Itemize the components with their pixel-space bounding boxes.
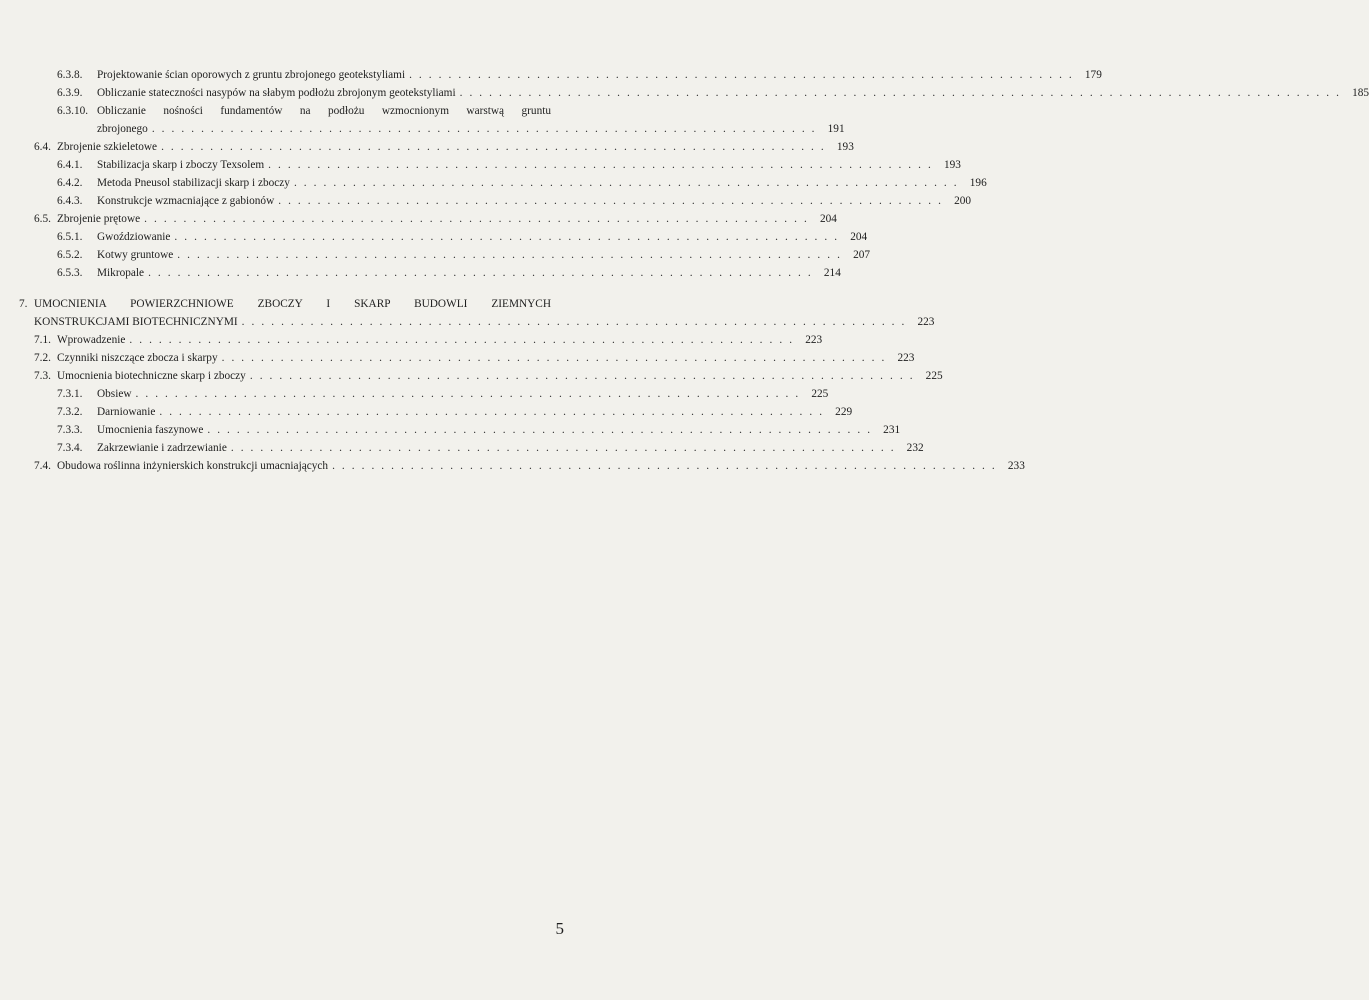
toc-entry bbox=[0, 210, 837, 228]
toc-entry bbox=[0, 174, 987, 192]
toc-entry-title: Stabilizacja skarp i zboczy Texsolem bbox=[97, 159, 265, 171]
dot-leader: . . . . . . . . . . . . . . . . . . . . . . . . . . . . . . . . . . . . . . . . . . . . . . . . . . . . . . . . . . . . . . . . . . . . bbox=[230, 442, 896, 454]
toc-entry bbox=[0, 349, 915, 367]
toc-entry bbox=[0, 66, 1102, 84]
dot-leader: . . . . . . . . . . . . . . . . . . . . . . . . . . . . . . . . . . . . . . . . . . . . . . . . . . . . . . . . . . . . . . . . . . . . bbox=[268, 159, 933, 171]
dot-leader: . . . . . . . . . . . . . . . . . . . . . . . . . . . . . . . . . . . . . . . . . . . . . . . . . . . . . . . . . . . . . . . . . . . . . . . . . . . . . . . . . . . . . . . . . . bbox=[459, 87, 1342, 99]
section-gap bbox=[0, 282, 636, 295]
toc-chapter-continuation bbox=[0, 313, 935, 331]
toc-entry-page: 204 bbox=[850, 231, 868, 243]
toc-entry-number: 7.4. bbox=[34, 460, 51, 472]
toc-entry-number: 7.1. bbox=[34, 334, 51, 346]
toc-entry-page: 200 bbox=[954, 195, 972, 207]
toc-entry-number: 7.3.2. bbox=[57, 406, 83, 418]
toc-entry-title: Mikropale bbox=[97, 267, 145, 279]
toc-entry-page: 204 bbox=[819, 213, 837, 225]
toc-entry-page: 179 bbox=[1084, 69, 1102, 81]
dot-leader: . . . . . . . . . . . . . . . . . . . . . . . . . . . . . . . . . . . . . . . . . . . . . . . . . . . . . . . . . . . . . . . . . . . . bbox=[177, 249, 843, 261]
toc-entry-number: 6.4.1. bbox=[57, 159, 83, 171]
toc-entry-number: 7.3.4. bbox=[57, 442, 83, 454]
toc-entry-page: 225 bbox=[811, 388, 829, 400]
toc-entry-page: 196 bbox=[969, 177, 987, 189]
toc-entry-page: 232 bbox=[906, 442, 924, 454]
toc-entry-number: 6.4.2. bbox=[57, 177, 83, 189]
toc-entry bbox=[0, 156, 961, 174]
toc-entry bbox=[0, 421, 901, 439]
toc-entry bbox=[0, 138, 854, 156]
toc-entry-title: Obliczanie stateczności nasypów na słabym podłożu zbrojonym geotekstyliami bbox=[97, 87, 456, 99]
dot-leader: . . . . . . . . . . . . . . . . . . . . . . . . . . . . . . . . . . . . . . . . . . . . . . . . . . . . . . . . . . . . . . . . . . . . bbox=[249, 370, 915, 382]
toc-entry-page: 223 bbox=[917, 316, 935, 328]
toc-entry-number: 6.5.3. bbox=[57, 267, 83, 279]
dot-leader: . . . . . . . . . . . . . . . . . . . . . . . . . . . . . . . . . . . . . . . . . . . . . . . . . . . . . . . . . . . . . . . . . . . . bbox=[207, 424, 873, 436]
toc-entry bbox=[0, 84, 1369, 102]
dot-leader: . . . . . . . . . . . . . . . . . . . . . . . . . . . . . . . . . . . . . . . . . . . . . . . . . . . . . . . . . . . . . . . . . . . . bbox=[409, 69, 1074, 81]
toc-entry-page: 223 bbox=[897, 352, 915, 364]
toc-entry-page: 185 bbox=[1352, 87, 1369, 99]
toc-entry-title: Czynniki niszczące zbocza i skarpy bbox=[57, 352, 218, 364]
toc-entry-title: Kotwy gruntowe bbox=[97, 249, 174, 261]
toc-entry-number: 6.3.10. bbox=[57, 105, 89, 117]
dot-leader: . . . . . . . . . . . . . . . . . . . . . . . . . . . . . . . . . . . . . . . . . . . . . . . . . . . . . . . . . . . . . . . . . . . . bbox=[278, 195, 944, 207]
dot-leader: . . . . . . . . . . . . . . . . . . . . . . . . . . . . . . . . . . . . . . . . . . . . . . . . . . . . . . . . . . . . . . . . . . . . bbox=[129, 334, 795, 346]
toc-entry-title: Darniowanie bbox=[97, 406, 156, 418]
toc-entry-number: 6.5.1. bbox=[57, 231, 83, 243]
toc-entry-continuation bbox=[0, 120, 845, 138]
toc-entry-title: Zbrojenie prętowe bbox=[57, 213, 141, 225]
toc-entry-number: 6.5. bbox=[34, 213, 51, 225]
toc-entry bbox=[0, 385, 829, 403]
toc-entry-title: Gwoździowanie bbox=[97, 231, 171, 243]
toc-entry-title: Obliczanie nośności fundamentów na podłożu wzmocnionym warstwą gruntu bbox=[97, 105, 551, 117]
toc-entry-title: Wprowadzenie bbox=[57, 334, 126, 346]
toc-entry-title: Projektowanie ścian oporowych z gruntu zbrojonego geotekstyliami bbox=[97, 69, 406, 81]
toc-entry-title: Umocnienia biotechniczne skarp i zboczy bbox=[57, 370, 246, 382]
dot-leader: . . . . . . . . . . . . . . . . . . . . . . . . . . . . . . . . . . . . . . . . . . . . . . . . . . . . . . . . . . . . . . . . . . . . bbox=[135, 388, 801, 400]
dot-leader: . . . . . . . . . . . . . . . . . . . . . . . . . . . . . . . . . . . . . . . . . . . . . . . . . . . . . . . . . . . . . . . . . . . . bbox=[293, 177, 959, 189]
toc-entry-title: zbrojonego bbox=[97, 123, 148, 135]
toc-entry-page: 225 bbox=[925, 370, 943, 382]
toc-entry bbox=[0, 367, 943, 385]
dot-leader: . . . . . . . . . . . . . . . . . . . . . . . . . . . . . . . . . . . . . . . . . . . . . . . . . . . . . . . . . . . . . . . . . . . . bbox=[221, 352, 887, 364]
toc-entry-page: 214 bbox=[823, 267, 841, 279]
dot-leader: . . . . . . . . . . . . . . . . . . . . . . . . . . . . . . . . . . . . . . . . . . . . . . . . . . . . . . . . . . . . . . . . . . . . bbox=[174, 231, 840, 243]
toc-entry-title: Zakrzewianie i zadrzewianie bbox=[97, 442, 227, 454]
toc-entry-number: 7.3.1. bbox=[57, 388, 83, 400]
toc-entry-number: 6.5.2. bbox=[57, 249, 83, 261]
toc-entry bbox=[0, 246, 871, 264]
toc-entry-page: 223 bbox=[805, 334, 823, 346]
toc-entry-page: 207 bbox=[853, 249, 871, 261]
dot-leader: . . . . . . . . . . . . . . . . . . . . . . . . . . . . . . . . . . . . . . . . . . . . . . . . . . . . . . . . . . . . . . . . . . . . bbox=[332, 460, 997, 472]
toc-entry-title: Obudowa roślinna inżynierskich konstrukcji umacniających bbox=[57, 460, 329, 472]
toc-entry-title: Konstrukcje wzmacniające z gabionów bbox=[97, 195, 275, 207]
toc-chapter-title: UMOCNIENIA POWIERZCHNIOWE ZBOCZY I SKARP BUDOWLI ZIEMNYCH bbox=[34, 298, 551, 310]
toc-chapter-title: KONSTRUKCJAMI BIOTECHNICZNYMI bbox=[34, 316, 238, 328]
toc-chapter-entry bbox=[0, 295, 636, 313]
toc-entry-number: 6.3.9. bbox=[57, 87, 83, 99]
dot-leader: . . . . . . . . . . . . . . . . . . . . . . . . . . . . . . . . . . . . . . . . . . . . . . . . . . . . . . . . . . . . . . . . . . . . bbox=[151, 123, 817, 135]
toc-entry-page: 191 bbox=[827, 123, 845, 135]
toc-entry bbox=[0, 457, 1025, 475]
dot-leader: . . . . . . . . . . . . . . . . . . . . . . . . . . . . . . . . . . . . . . . . . . . . . . . . . . . . . . . . . . . . . . . . . . . . bbox=[161, 141, 826, 153]
toc-entry-number: 7.3.3. bbox=[57, 424, 83, 436]
toc-entry bbox=[0, 264, 841, 282]
toc-entry-page: 231 bbox=[883, 424, 901, 436]
toc-entry-title: Zbrojenie szkieletowe bbox=[57, 141, 158, 153]
toc-entry-page: 193 bbox=[836, 141, 854, 153]
toc-entry-number: 6.4. bbox=[34, 141, 51, 153]
toc-entry-title: Obsiew bbox=[97, 388, 132, 400]
toc-entry bbox=[0, 331, 823, 349]
toc-entry bbox=[0, 192, 972, 210]
toc-entry-page: 229 bbox=[835, 406, 853, 418]
toc-entry bbox=[0, 403, 853, 421]
toc-entry-title: Metoda Pneusol stabilizacji skarp i zboczy bbox=[97, 177, 290, 189]
dot-leader: . . . . . . . . . . . . . . . . . . . . . . . . . . . . . . . . . . . . . . . . . . . . . . . . . . . . . . . . . . . . . . . . . . . . bbox=[148, 267, 813, 279]
toc-entry-number: 6.4.3. bbox=[57, 195, 83, 207]
table-of-contents bbox=[0, 66, 1369, 475]
toc-entry-number: 6.3.8. bbox=[57, 69, 83, 81]
dot-leader: . . . . . . . . . . . . . . . . . . . . . . . . . . . . . . . . . . . . . . . . . . . . . . . . . . . . . . . . . . . . . . . . . . . . bbox=[159, 406, 825, 418]
toc-entry-number: 7.3. bbox=[34, 370, 51, 382]
toc-entry-number: 7. bbox=[19, 298, 28, 310]
toc-entry bbox=[0, 439, 924, 457]
toc-entry-number: 7.2. bbox=[34, 352, 51, 364]
toc-entry-page: 233 bbox=[1007, 460, 1025, 472]
toc-entry bbox=[0, 228, 868, 246]
toc-entry-page: 193 bbox=[943, 159, 961, 171]
dot-leader: . . . . . . . . . . . . . . . . . . . . . . . . . . . . . . . . . . . . . . . . . . . . . . . . . . . . . . . . . . . . . . . . . . . . bbox=[241, 316, 907, 328]
dot-leader: . . . . . . . . . . . . . . . . . . . . . . . . . . . . . . . . . . . . . . . . . . . . . . . . . . . . . . . . . . . . . . . . . . . . bbox=[144, 213, 809, 225]
page-number: 5 bbox=[555, 919, 564, 938]
toc-entry-title: Umocnienia faszynowe bbox=[97, 424, 204, 436]
toc-entry bbox=[0, 102, 636, 120]
